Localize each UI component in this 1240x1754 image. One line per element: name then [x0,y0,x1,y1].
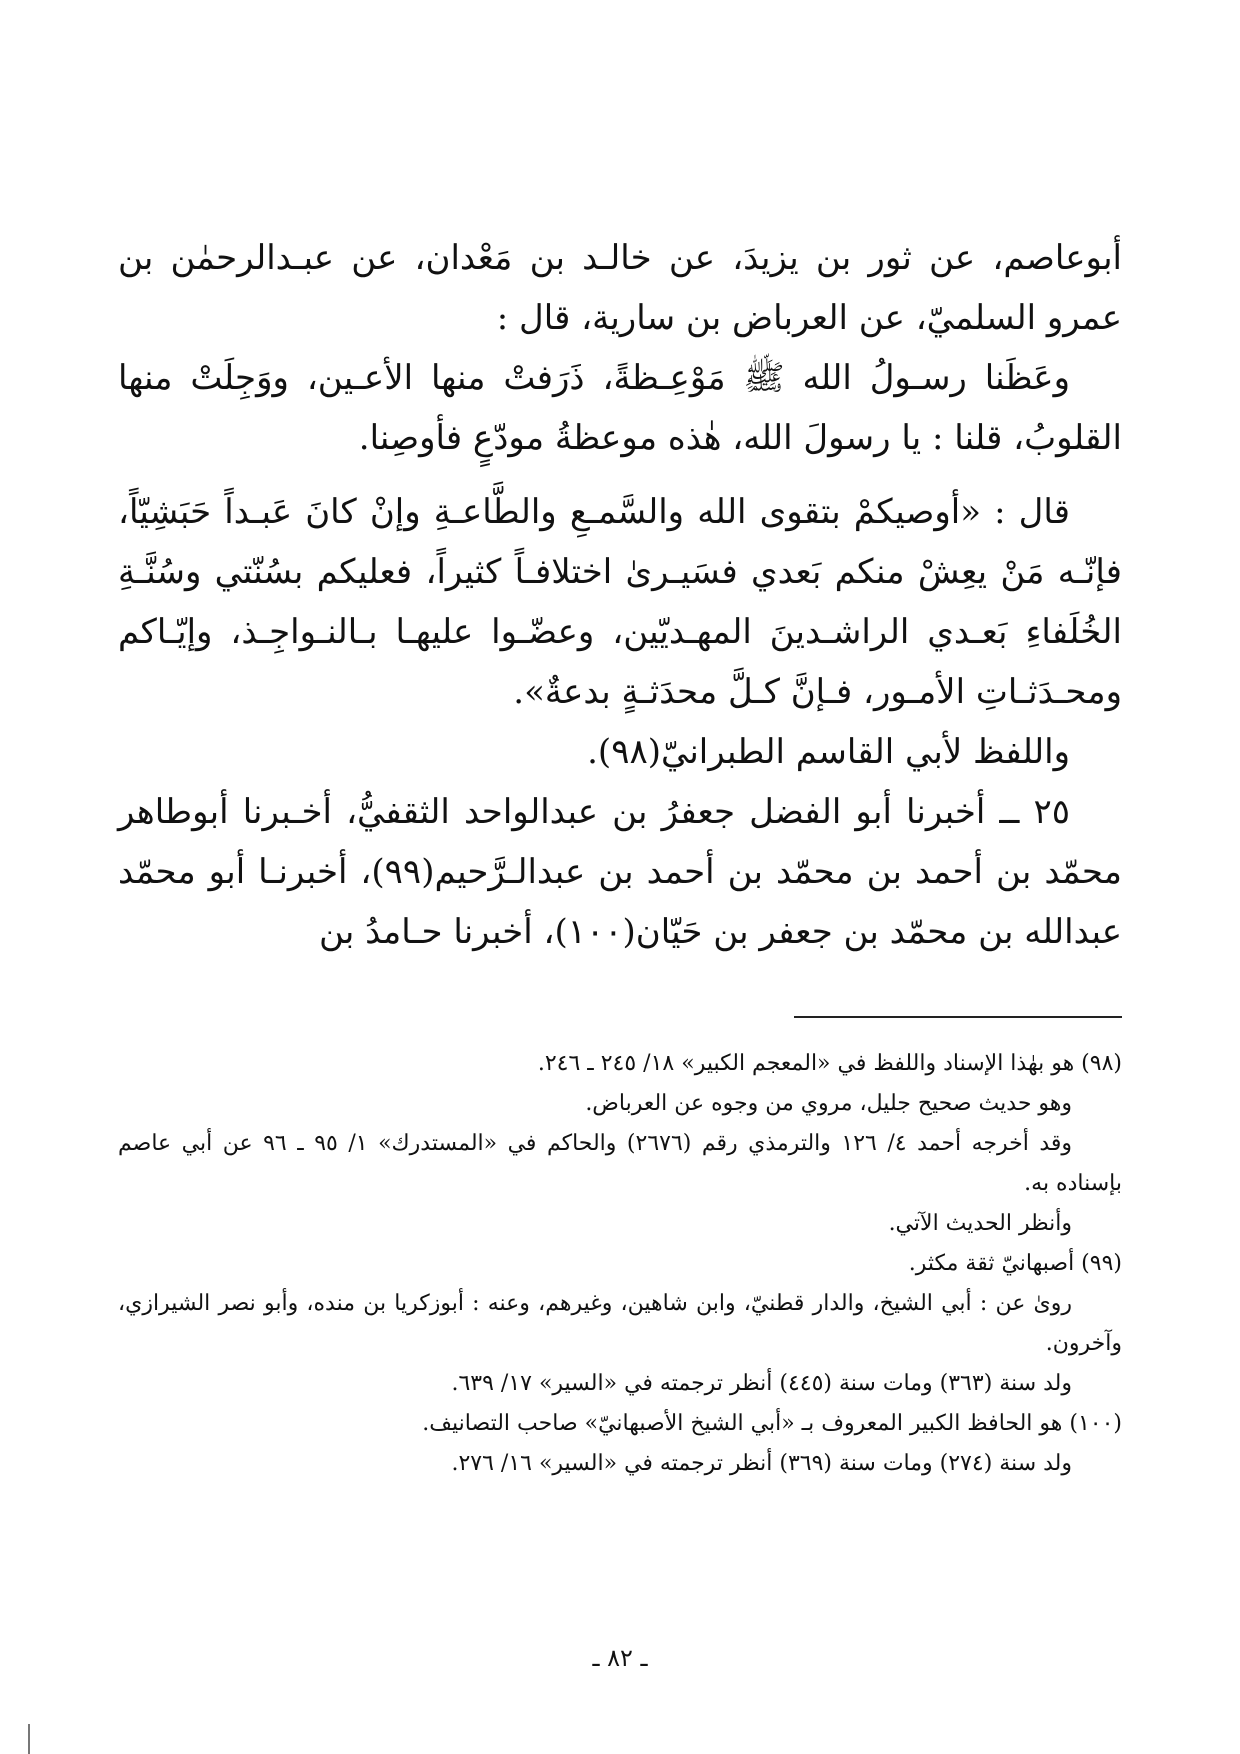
footnote-99-line-3: ولد سنة (٣٦٣) ومات سنة (٤٤٥) أنظر ترجمته في «السير» ١٧/ ٦٣٩. [451,1371,1072,1396]
paragraph-wording-note: واللفظ لأبي القاسم الطبرانيّ(٩٨). [587,732,1070,772]
footnote-99-line-2: روىٰ عن : أبي الشيخ، والدار قطنيّ، وابن شاهين، وغيرهم، وعنه : أبوزكريا بن منده، وأبو نصر الشيرازي، وآخرون. [118,1291,1122,1356]
footnote-99: (٩٩) أصبهانيّ ثقة مكثر. [908,1251,1122,1276]
paragraph-sermon: وعَظَنا رسـولُ الله ﷺ مَوْعِـظةً، ذَرَفتْ منها الأعـين، ووَجِلَتْ منها القلوبُ، قلنا : يا رسولَ الله، هٰذه موعظةُ مودّعٍ فأوصِنا. [118,358,1122,458]
footnote-100: (١٠٠) هو الحافظ الكبير المعروف بـ «أبي الشيخ الأصبهانيّ» صاحب التصانيف. [422,1411,1122,1436]
footnote-98: (٩٨) هو بهٰذا الإسناد واللفظ في «المعجم الكبير» ١٨/ ٢٤٥ ـ ٢٤٦. [537,1051,1122,1076]
footnote-100-line-2: ولد سنة (٢٧٤) ومات سنة (٣٦٩) أنظر ترجمته في «السير» ١٦/ ٢٧٦. [451,1451,1072,1476]
footnote-98-line-3: وقد أخرجه أحمد ٤/ ١٢٦ والترمذي رقم (٢٦٧٦) والحاكم في «المستدرك» ١/ ٩٥ ـ ٩٦ عن أبي عاصم بإسناده به. [118,1131,1122,1196]
footnotes-block [118,1044,1122,1484]
main-text-block [118,228,1122,962]
paragraph-hadith-text: قال : «أوصيكمْ بتقوى الله والسَّمـعِ والطَّاعـةِ وإنْ كانَ عَبـداً حَبَشِيّاً، فإنّـه مَنْ يعِشْ منكم بَعدي فسَيـرىٰ اختلافـاً كثيراً، فعليكم بسُنّتي وسُنَّـةِ الخُلَفاءِ بَعـدي الراشـدينَ المهـديّين، وعضّـوا عليهـا بـالنـواجِـذ، وإيّـاكم ومحـدَثـاتِ الأمـور، فـإنَّ كـلَّ محدَثـةٍ بدعةٌ». [118,492,1122,712]
paragraph-isnad-continued: أبوعاصم، عن ثور بن يزيدَ، عن خالـد بن مَعْدان، عن عبـدالرحمٰن بن عمرو السلميّ، عن العرباض بن سارية، قال : [118,238,1122,338]
paragraph-hadith-25: ٢٥ ــ أخبرنا أبو الفضل جعفرُ بن عبدالواحد الثقفيُّ، أخـبرنا أبوطاهر محمّد بن أحمد بن محمّد بن أحمد بن عبدالـرَّحيم(٩٩)، أخبرنـا أبو محمّد عبدالله بن محمّد بن جعفر بن حَيّان(١٠٠)، أخبرنا حـامدُ بن [118,792,1122,952]
footnote-divider [794,1016,1122,1018]
page-number: ـ ٨٢ ـ [592,1644,648,1672]
footnote-98-line-4: وأنظر الحديث الآتي. [888,1211,1072,1236]
scan-edge-mark [28,1724,30,1754]
footnote-98-line-2: وهو حديث صحيح جليل، مروي من وجوه عن العرباض. [585,1091,1072,1116]
